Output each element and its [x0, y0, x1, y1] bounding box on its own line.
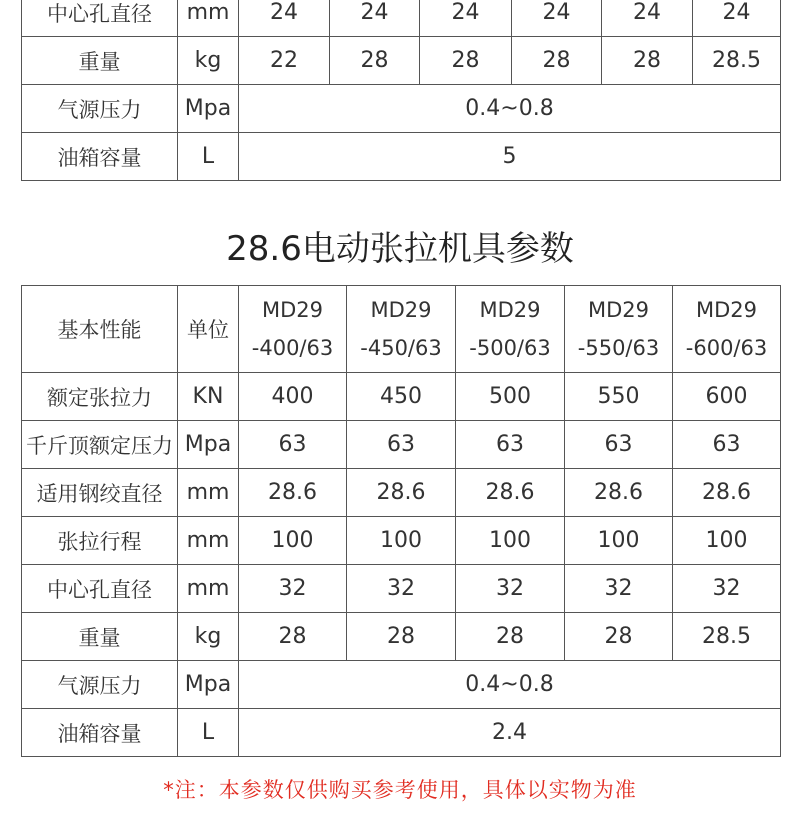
row-label: 油箱容量 [22, 133, 178, 181]
value-cell: 28 [512, 37, 602, 85]
table-row [22, 37, 781, 85]
row-label: 中心孔直径 [22, 0, 178, 37]
value-cell: 28.6 [456, 469, 565, 517]
model-header: MD29 -550/63 [565, 286, 673, 373]
value-cell: 100 [456, 517, 565, 565]
unit-cell: kg [178, 613, 239, 661]
value-cell: 28.6 [239, 469, 347, 517]
value-cell: 28 [456, 613, 565, 661]
unit-cell: mm [178, 469, 239, 517]
value-cell: 24 [239, 0, 330, 37]
model-header: MD29 -450/63 [347, 286, 456, 373]
value-cell: 28.6 [565, 469, 673, 517]
header-unit: 单位 [178, 286, 239, 373]
table-row [22, 565, 781, 613]
value-cell: 63 [565, 421, 673, 469]
model-header: MD29 -500/63 [456, 286, 565, 373]
table-row [22, 421, 781, 469]
value-cell: 24 [330, 0, 420, 37]
merged-value-cell: 0.4~0.8 [239, 85, 781, 133]
table-row [22, 517, 781, 565]
row-label: 额定张拉力 [22, 373, 178, 421]
value-cell: 100 [347, 517, 456, 565]
row-label: 张拉行程 [22, 517, 178, 565]
value-cell: 24 [420, 0, 512, 37]
value-cell: 24 [602, 0, 693, 37]
value-cell: 28.6 [347, 469, 456, 517]
value-cell: 32 [673, 565, 781, 613]
model-header: MD29 -400/63 [239, 286, 347, 373]
value-cell: 24 [512, 0, 602, 37]
merged-value-cell: 0.4~0.8 [239, 661, 781, 709]
value-cell: 400 [239, 373, 347, 421]
unit-cell: kg [178, 37, 239, 85]
value-cell: 28 [602, 37, 693, 85]
value-cell: 500 [456, 373, 565, 421]
section-title: 28.6电动张拉机具参数 [226, 229, 574, 269]
table-row [22, 709, 781, 757]
value-cell: 63 [456, 421, 565, 469]
row-label: 油箱容量 [22, 709, 178, 757]
value-cell: 63 [239, 421, 347, 469]
unit-cell: mm [178, 517, 239, 565]
top-spec-table [21, 0, 781, 181]
row-label: 中心孔直径 [22, 565, 178, 613]
value-cell: 550 [565, 373, 673, 421]
value-cell: 450 [347, 373, 456, 421]
value-cell: 28.5 [693, 37, 781, 85]
row-label: 重量 [22, 37, 178, 85]
row-label: 千斤顶额定压力 [22, 421, 178, 469]
unit-cell: KN [178, 373, 239, 421]
value-cell: 600 [673, 373, 781, 421]
merged-value-cell: 2.4 [239, 709, 781, 757]
value-cell: 63 [673, 421, 781, 469]
value-cell: 32 [239, 565, 347, 613]
value-cell: 63 [347, 421, 456, 469]
unit-cell: mm [178, 0, 239, 37]
table-row [22, 469, 781, 517]
merged-value-cell: 5 [239, 133, 781, 181]
unit-cell: L [178, 709, 239, 757]
unit-cell: Mpa [178, 85, 239, 133]
table-row [22, 613, 781, 661]
value-cell: 32 [347, 565, 456, 613]
value-cell: 100 [565, 517, 673, 565]
table-row [22, 0, 781, 37]
row-label: 气源压力 [22, 85, 178, 133]
table-row [22, 373, 781, 421]
table-header-row [22, 286, 781, 373]
table-row [22, 661, 781, 709]
value-cell: 28 [330, 37, 420, 85]
row-label: 重量 [22, 613, 178, 661]
value-cell: 32 [565, 565, 673, 613]
unit-cell: mm [178, 565, 239, 613]
table-row [22, 133, 781, 181]
value-cell: 28 [565, 613, 673, 661]
main-spec-table [21, 285, 781, 757]
value-cell: 28 [347, 613, 456, 661]
unit-cell: Mpa [178, 421, 239, 469]
value-cell: 28 [420, 37, 512, 85]
value-cell: 32 [456, 565, 565, 613]
header-label: 基本性能 [22, 286, 178, 373]
row-label: 适用钢绞直径 [22, 469, 178, 517]
row-label: 气源压力 [22, 661, 178, 709]
value-cell: 28.6 [673, 469, 781, 517]
disclaimer-note: *注：本参数仅供购买参考使用，具体以实物为准 [163, 778, 637, 802]
model-header: MD29 -600/63 [673, 286, 781, 373]
value-cell: 28.5 [673, 613, 781, 661]
unit-cell: Mpa [178, 661, 239, 709]
value-cell: 28 [239, 613, 347, 661]
value-cell: 24 [693, 0, 781, 37]
table-row [22, 85, 781, 133]
value-cell: 100 [673, 517, 781, 565]
value-cell: 22 [239, 37, 330, 85]
unit-cell: L [178, 133, 239, 181]
value-cell: 100 [239, 517, 347, 565]
